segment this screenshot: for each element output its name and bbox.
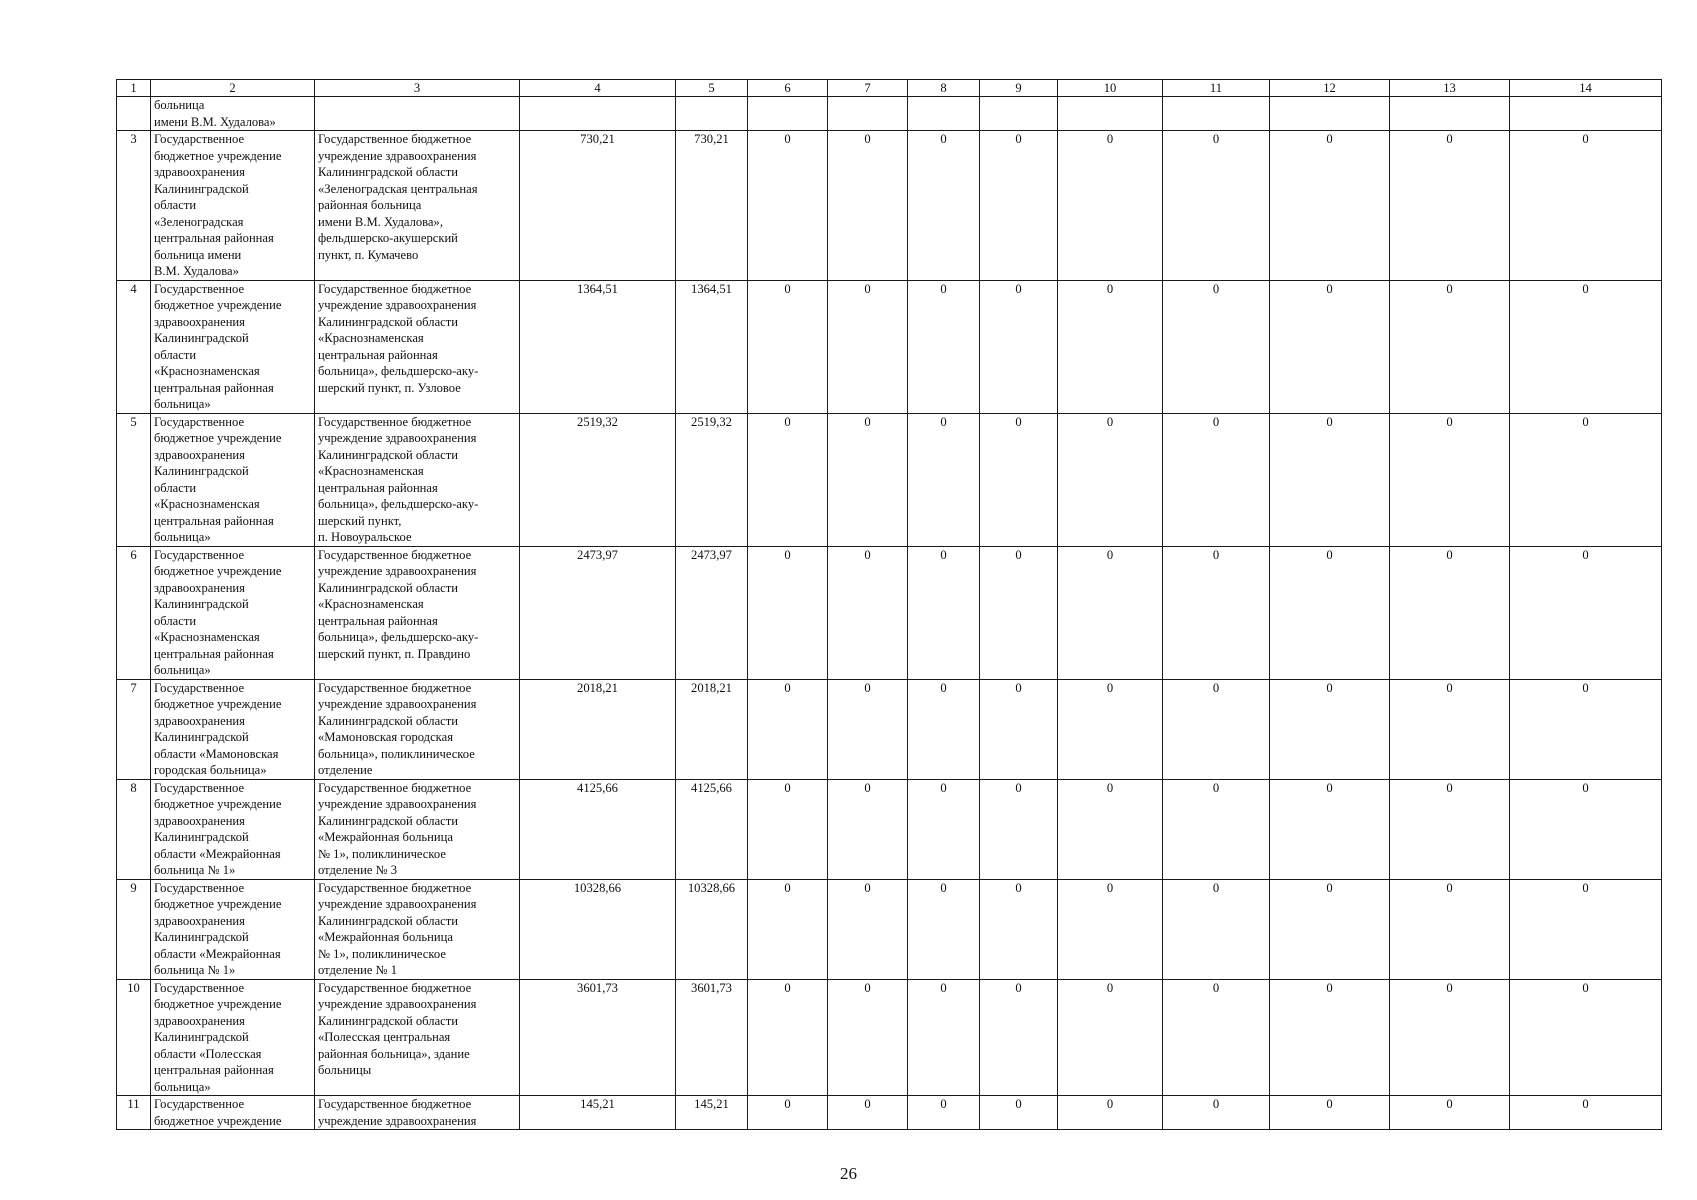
row-number-cell: 6 xyxy=(117,546,151,679)
amount-cell: 3601,73 xyxy=(676,979,748,1096)
amount-cell: 2018,21 xyxy=(520,679,676,779)
value-cell: 0 xyxy=(748,1096,828,1130)
value-cell: 0 xyxy=(828,413,908,546)
value-cell: 0 xyxy=(1058,679,1163,779)
institution-cell: Государственное бюджетное учреждение здравоохранения Калининградской области «Мамоновская городская больница» xyxy=(151,679,315,779)
row-number-cell: 7 xyxy=(117,679,151,779)
row-number-cell: 3 xyxy=(117,131,151,281)
header-row xyxy=(117,80,1662,97)
value-cell: 0 xyxy=(1270,546,1390,679)
value-cell: 0 xyxy=(1163,131,1270,281)
table-row xyxy=(117,879,1662,979)
value-cell: 0 xyxy=(1270,879,1390,979)
value-cell: 0 xyxy=(1163,1096,1270,1130)
value-cell: 0 xyxy=(1270,131,1390,281)
column-header: 2 xyxy=(151,80,315,97)
value-cell xyxy=(908,97,980,131)
value-cell xyxy=(980,97,1058,131)
page-number: 26 xyxy=(840,1164,857,1183)
amount-cell: 730,21 xyxy=(520,131,676,281)
value-cell: 0 xyxy=(980,1096,1058,1130)
value-cell: 0 xyxy=(1163,879,1270,979)
facility-cell: Государственное бюджетное учреждение здравоохранения Калининградской области «Межрайонная больница № 1», поликлиническое отделение № 1 xyxy=(315,879,520,979)
column-header: 6 xyxy=(748,80,828,97)
row-number-cell: 10 xyxy=(117,979,151,1096)
facility-cell: Государственное бюджетное учреждение здравоохранения Калининградской области «Межрайонная больница № 1», поликлиническое отделение № 3 xyxy=(315,779,520,879)
value-cell: 0 xyxy=(908,679,980,779)
column-header: 3 xyxy=(315,80,520,97)
value-cell: 0 xyxy=(1510,879,1662,979)
value-cell: 0 xyxy=(748,779,828,879)
table-row xyxy=(117,779,1662,879)
column-header: 10 xyxy=(1058,80,1163,97)
value-cell: 0 xyxy=(1270,679,1390,779)
value-cell: 0 xyxy=(1510,131,1662,281)
value-cell: 0 xyxy=(1163,979,1270,1096)
value-cell: 0 xyxy=(1390,779,1510,879)
value-cell xyxy=(1270,97,1390,131)
facility-cell: Государственное бюджетное учреждение здравоохранения Калининградской области «Зеленоградская центральная районная больница имени В.М. Худалова», фельдшерско-акушерский пункт, п. Кумачево xyxy=(315,131,520,281)
value-cell: 0 xyxy=(1510,679,1662,779)
amount-cell: 1364,51 xyxy=(676,280,748,413)
facility-cell: Государственное бюджетное учреждение здравоохранения Калининградской области «Полесская центральная районная больница», здание больницы xyxy=(315,979,520,1096)
amount-cell: 145,21 xyxy=(676,1096,748,1130)
table-row xyxy=(117,97,1662,131)
amount-cell: 145,21 xyxy=(520,1096,676,1130)
value-cell: 0 xyxy=(980,413,1058,546)
institution-cell: больница имени В.М. Худалова» xyxy=(151,97,315,131)
facility-cell xyxy=(315,97,520,131)
value-cell: 0 xyxy=(828,280,908,413)
data-table xyxy=(116,79,1662,1130)
value-cell: 0 xyxy=(1163,679,1270,779)
amount-cell: 730,21 xyxy=(676,131,748,281)
value-cell: 0 xyxy=(1390,413,1510,546)
table-row xyxy=(117,413,1662,546)
row-number-cell: 11 xyxy=(117,1096,151,1130)
table-row xyxy=(117,280,1662,413)
value-cell: 0 xyxy=(828,979,908,1096)
value-cell: 0 xyxy=(1390,879,1510,979)
value-cell xyxy=(828,97,908,131)
value-cell: 0 xyxy=(1163,779,1270,879)
value-cell: 0 xyxy=(1058,1096,1163,1130)
column-header: 9 xyxy=(980,80,1058,97)
value-cell: 0 xyxy=(980,131,1058,281)
value-cell: 0 xyxy=(828,879,908,979)
institution-cell: Государственное бюджетное учреждение xyxy=(151,1096,315,1130)
amount-cell: 2473,97 xyxy=(676,546,748,679)
facility-cell: Государственное бюджетное учреждение здравоохранения Калининградской области «Краснознаменская центральная районная больница», фельдшерско-аку- шерский пункт, п. Новоуральское xyxy=(315,413,520,546)
table-row xyxy=(117,679,1662,779)
facility-cell: Государственное бюджетное учреждение здравоохранения Калининградской области «Мамоновская городская больница», поликлиническое отделение xyxy=(315,679,520,779)
institution-cell: Государственное бюджетное учреждение здравоохранения Калининградской области «Краснознаменская центральная районная больница» xyxy=(151,546,315,679)
column-header: 13 xyxy=(1390,80,1510,97)
value-cell: 0 xyxy=(1163,413,1270,546)
facility-cell: Государственное бюджетное учреждение здравоохранения Калининградской области «Краснознаменская центральная районная больница», фельдшерско-аку- шерский пункт, п. Правдино xyxy=(315,546,520,679)
value-cell: 0 xyxy=(980,979,1058,1096)
value-cell: 0 xyxy=(1058,280,1163,413)
institution-cell: Государственное бюджетное учреждение здравоохранения Калининградской области «Межрайонная больница № 1» xyxy=(151,779,315,879)
column-header: 12 xyxy=(1270,80,1390,97)
value-cell: 0 xyxy=(980,879,1058,979)
facility-cell: Государственное бюджетное учреждение здравоохранения Калининградской области «Краснознаменская центральная районная больница», фельдшерско-аку- шерский пункт, п. Узловое xyxy=(315,280,520,413)
value-cell: 0 xyxy=(1270,979,1390,1096)
amount-cell: 2519,32 xyxy=(520,413,676,546)
value-cell: 0 xyxy=(980,280,1058,413)
column-header: 5 xyxy=(676,80,748,97)
value-cell: 0 xyxy=(980,779,1058,879)
column-header: 7 xyxy=(828,80,908,97)
value-cell: 0 xyxy=(1390,1096,1510,1130)
value-cell: 0 xyxy=(908,131,980,281)
value-cell: 0 xyxy=(908,979,980,1096)
value-cell xyxy=(1058,97,1163,131)
value-cell xyxy=(748,97,828,131)
value-cell: 0 xyxy=(908,413,980,546)
amount-cell: 3601,73 xyxy=(520,979,676,1096)
value-cell: 0 xyxy=(908,546,980,679)
table-row xyxy=(117,979,1662,1096)
value-cell: 0 xyxy=(1058,413,1163,546)
table-row xyxy=(117,546,1662,679)
value-cell: 0 xyxy=(1510,979,1662,1096)
row-number-cell: 8 xyxy=(117,779,151,879)
institution-cell: Государственное бюджетное учреждение здравоохранения Калининградской области «Полесская центральная районная больница» xyxy=(151,979,315,1096)
value-cell xyxy=(1510,97,1662,131)
institution-cell: Государственное бюджетное учреждение здравоохранения Калининградской области «Межрайонная больница № 1» xyxy=(151,879,315,979)
column-header: 11 xyxy=(1163,80,1270,97)
value-cell: 0 xyxy=(1390,979,1510,1096)
column-header: 4 xyxy=(520,80,676,97)
value-cell: 0 xyxy=(1270,779,1390,879)
value-cell: 0 xyxy=(1390,546,1510,679)
value-cell: 0 xyxy=(908,1096,980,1130)
value-cell: 0 xyxy=(1270,413,1390,546)
amount-cell: 2473,97 xyxy=(520,546,676,679)
column-header: 1 xyxy=(117,80,151,97)
value-cell: 0 xyxy=(828,131,908,281)
amount-cell: 1364,51 xyxy=(520,280,676,413)
value-cell: 0 xyxy=(1510,413,1662,546)
facility-cell: Государственное бюджетное учреждение здравоохранения xyxy=(315,1096,520,1130)
institution-cell: Государственное бюджетное учреждение здравоохранения Калининградской области «Краснознаменская центральная районная больница» xyxy=(151,280,315,413)
value-cell: 0 xyxy=(1058,546,1163,679)
value-cell: 0 xyxy=(828,779,908,879)
value-cell: 0 xyxy=(748,131,828,281)
value-cell: 0 xyxy=(1270,280,1390,413)
table-row xyxy=(117,131,1662,281)
value-cell: 0 xyxy=(748,413,828,546)
value-cell xyxy=(1163,97,1270,131)
amount-cell: 4125,66 xyxy=(520,779,676,879)
column-header: 8 xyxy=(908,80,980,97)
amount-cell: 4125,66 xyxy=(676,779,748,879)
amount-cell: 2018,21 xyxy=(676,679,748,779)
value-cell: 0 xyxy=(828,1096,908,1130)
amount-cell: 10328,66 xyxy=(520,879,676,979)
value-cell: 0 xyxy=(748,280,828,413)
value-cell: 0 xyxy=(828,679,908,779)
row-number-cell: 9 xyxy=(117,879,151,979)
value-cell: 0 xyxy=(1510,546,1662,679)
amount-cell: 10328,66 xyxy=(676,879,748,979)
value-cell xyxy=(1390,97,1510,131)
value-cell: 0 xyxy=(908,779,980,879)
value-cell: 0 xyxy=(1058,131,1163,281)
value-cell: 0 xyxy=(1058,779,1163,879)
value-cell: 0 xyxy=(1270,1096,1390,1130)
value-cell: 0 xyxy=(1163,546,1270,679)
value-cell: 0 xyxy=(828,546,908,679)
value-cell: 0 xyxy=(908,280,980,413)
value-cell: 0 xyxy=(1058,979,1163,1096)
value-cell: 0 xyxy=(1163,280,1270,413)
row-number-cell xyxy=(117,97,151,131)
row-number-cell: 5 xyxy=(117,413,151,546)
value-cell: 0 xyxy=(980,546,1058,679)
value-cell: 0 xyxy=(1390,131,1510,281)
value-cell: 0 xyxy=(748,546,828,679)
value-cell: 0 xyxy=(748,679,828,779)
value-cell: 0 xyxy=(748,979,828,1096)
value-cell: 0 xyxy=(1510,779,1662,879)
value-cell: 0 xyxy=(980,679,1058,779)
value-cell: 0 xyxy=(1510,280,1662,413)
table-row xyxy=(117,1096,1662,1130)
amount-cell xyxy=(520,97,676,131)
institution-cell: Государственное бюджетное учреждение здравоохранения Калининградской области «Краснознаменская центральная районная больница» xyxy=(151,413,315,546)
value-cell: 0 xyxy=(748,879,828,979)
value-cell: 0 xyxy=(1058,879,1163,979)
row-number-cell: 4 xyxy=(117,280,151,413)
institution-cell: Государственное бюджетное учреждение здравоохранения Калининградской области «Зеленоградская центральная районная больница имени В.М. Худалова» xyxy=(151,131,315,281)
column-header: 14 xyxy=(1510,80,1662,97)
value-cell: 0 xyxy=(1510,1096,1662,1130)
value-cell: 0 xyxy=(1390,280,1510,413)
value-cell: 0 xyxy=(1390,679,1510,779)
amount-cell xyxy=(676,97,748,131)
amount-cell: 2519,32 xyxy=(676,413,748,546)
value-cell: 0 xyxy=(908,879,980,979)
